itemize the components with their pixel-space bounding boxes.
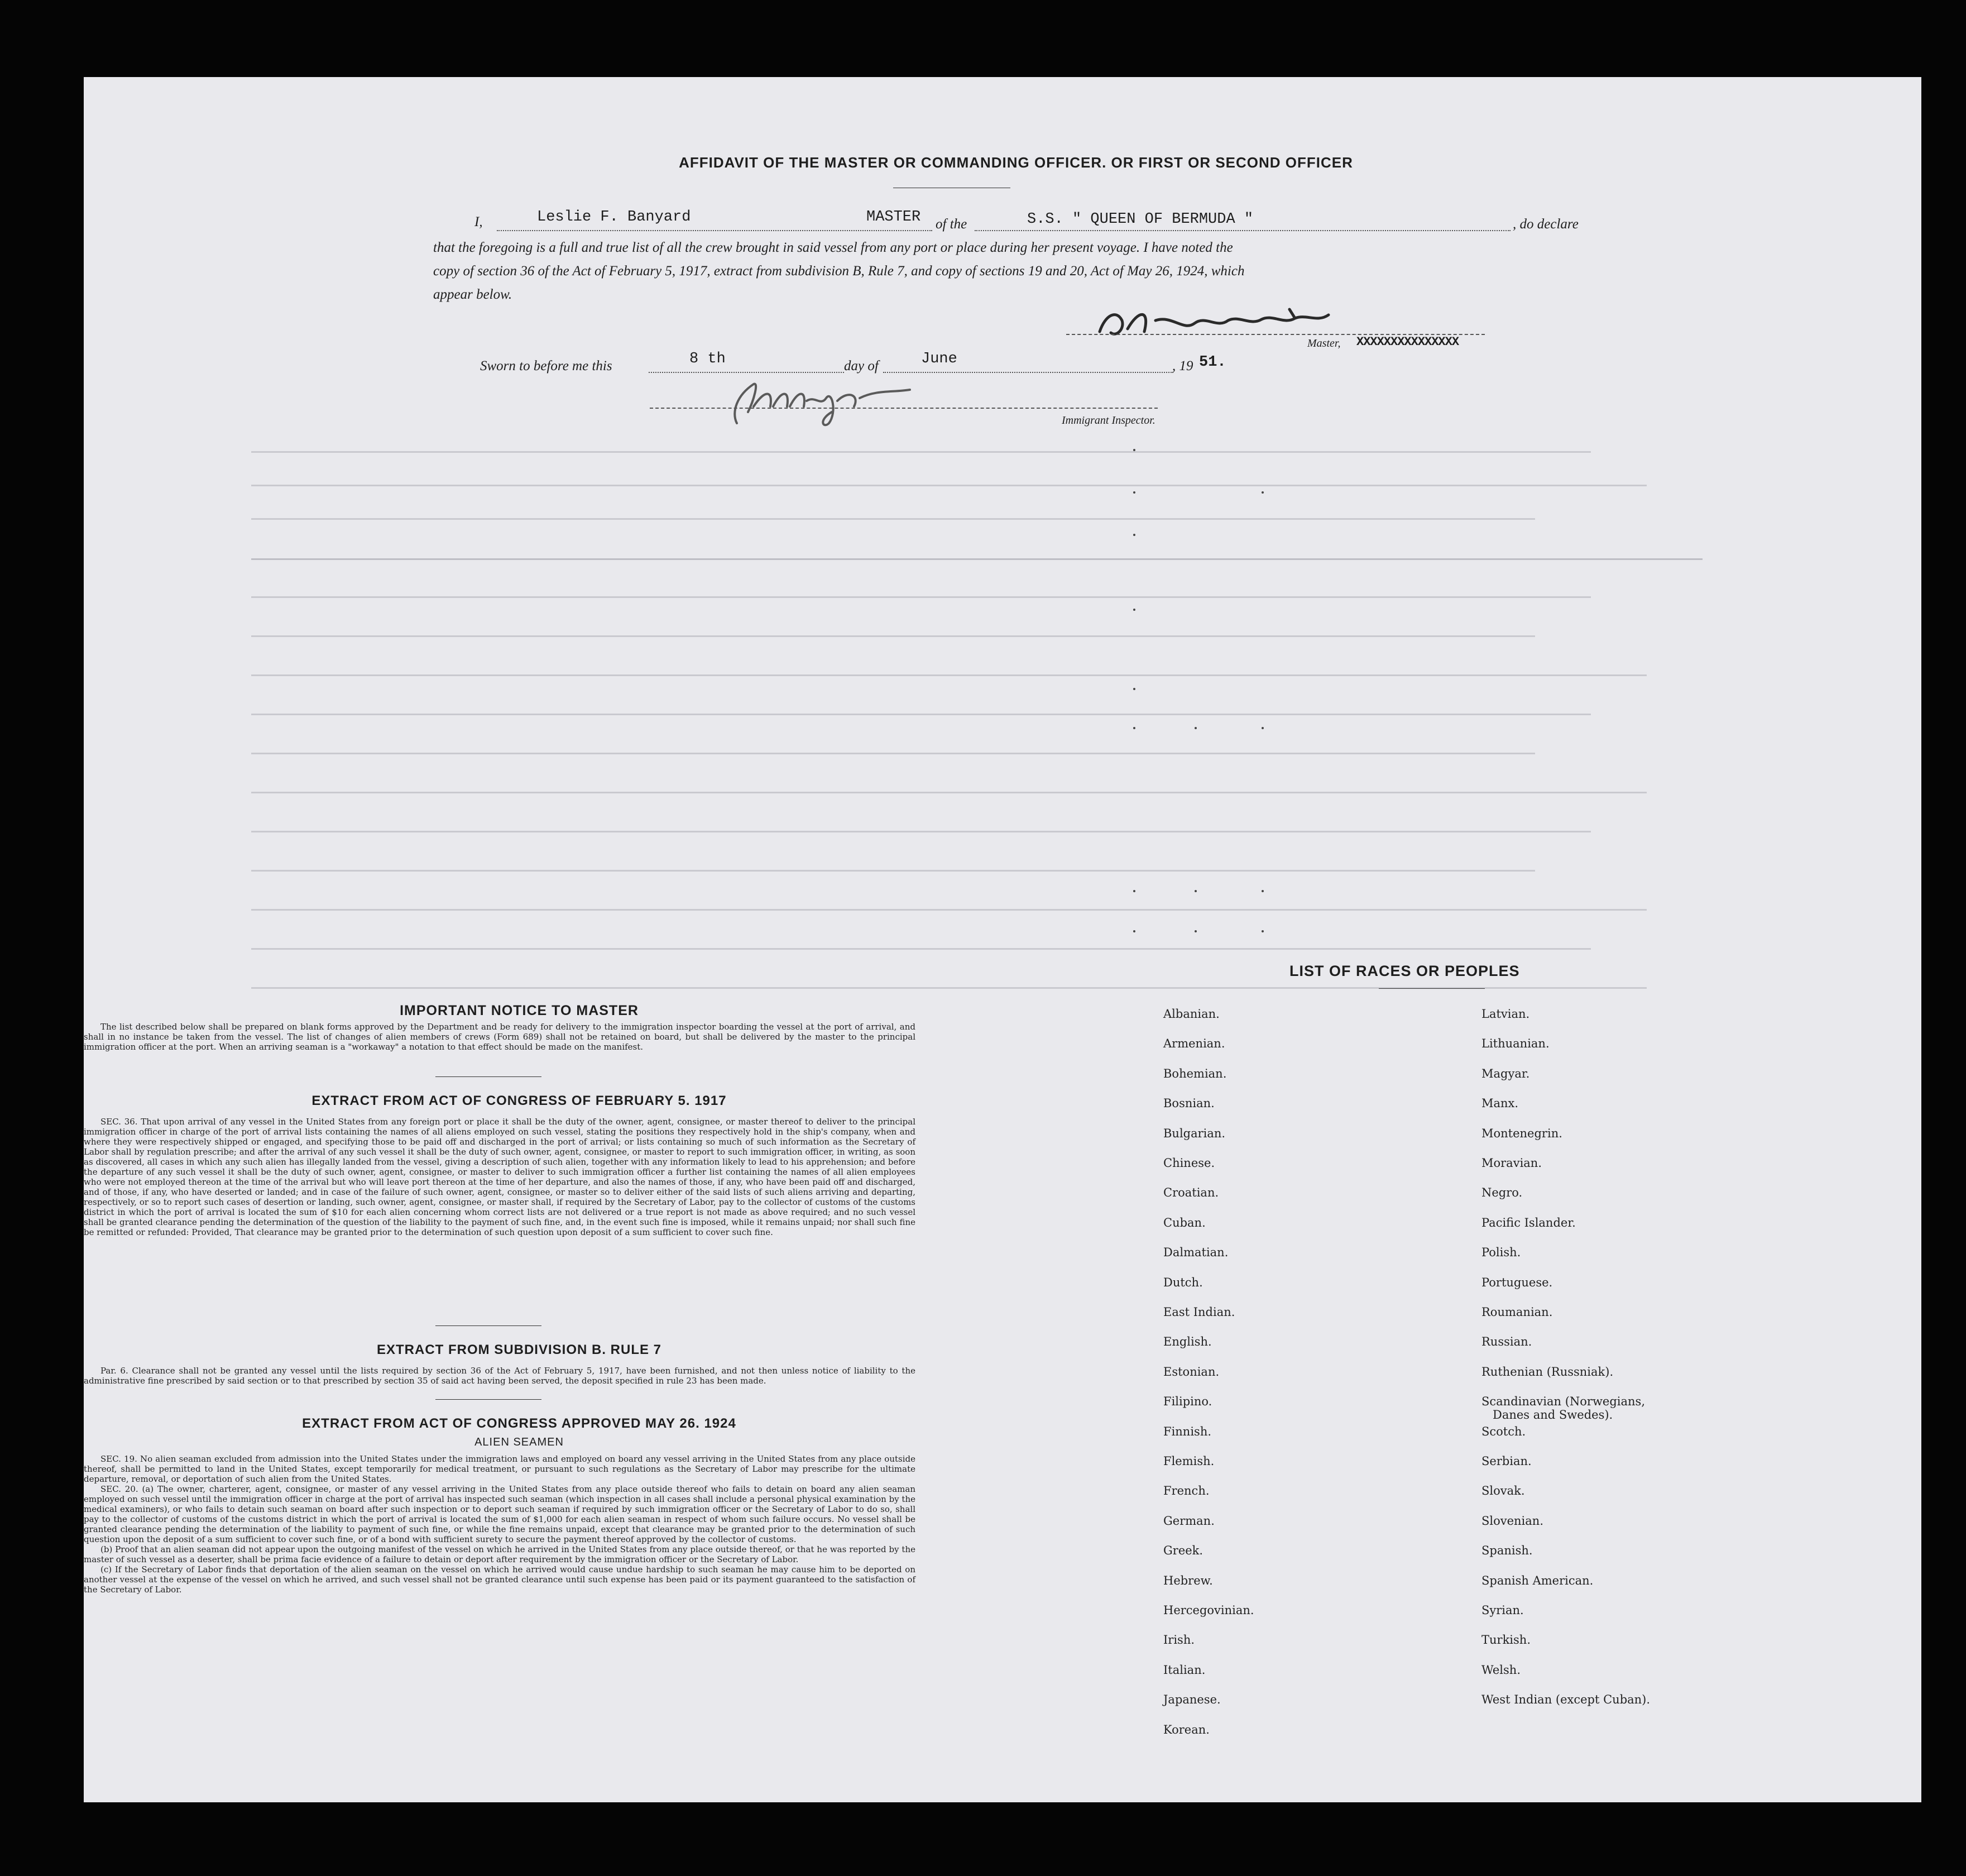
race-item: Cuban. — [1163, 1215, 1206, 1229]
race-item: Bosnian. — [1163, 1097, 1215, 1111]
extract-1917-heading: EXTRACT FROM ACT OF CONGRESS OF FEBRUARY 5. 1917 — [311, 1093, 727, 1108]
sworn-month: June — [921, 351, 957, 367]
notice-heading: IMPORTANT NOTICE TO MASTER — [400, 1003, 639, 1018]
document-page — [84, 77, 1921, 1802]
do-declare-label: , do declare — [1513, 217, 1579, 232]
race-item: Bulgarian. — [1163, 1126, 1226, 1140]
race-item: Slovenian. — [1481, 1514, 1543, 1528]
race-item: Filipino. — [1163, 1395, 1212, 1409]
race-item: Armenian. — [1163, 1037, 1225, 1051]
race-item: Portuguese. — [1481, 1275, 1553, 1289]
vessel-name: S.S. " QUEEN OF BERMUDA " — [1027, 211, 1254, 228]
race-item: Estonian. — [1163, 1365, 1220, 1379]
race-item: Ruthenian (Russniak). — [1481, 1365, 1614, 1379]
affidavit-line2: that the foregoing is a full and true list of all the crew brought in said vessel from any port or place during her present voyage. I have noted the — [433, 240, 1233, 255]
race-item: Syrian. — [1481, 1604, 1524, 1617]
race-item: English. — [1163, 1335, 1212, 1349]
of-the-label: of the — [936, 217, 967, 232]
sworn-prefix: Sworn to before me this — [480, 358, 612, 374]
race-item: Italian. — [1163, 1663, 1206, 1677]
sworn-year: 51. — [1199, 354, 1226, 371]
race-item: Finnish. — [1163, 1424, 1212, 1438]
affidavit-title: AFFIDAVIT OF THE MASTER OR COMMANDING OFFICER. OR FIRST OR SECOND OFFICER — [679, 154, 1353, 171]
race-item: Irish. — [1163, 1633, 1195, 1647]
race-item: Welsh. — [1481, 1663, 1521, 1677]
race-item: East Indian. — [1163, 1305, 1235, 1319]
race-item: Magyar. — [1481, 1066, 1530, 1080]
rule7-heading: EXTRACT FROM SUBDIVISION B. RULE 7 — [376, 1342, 662, 1357]
master-name: Leslie F. Banyard — [537, 209, 691, 226]
race-item: Moravian. — [1481, 1156, 1542, 1170]
race-item: Montenegrin. — [1481, 1126, 1562, 1140]
affidavit-line4: appear below. — [433, 287, 512, 302]
race-item: Scandinavian (Norwegians, — [1481, 1395, 1646, 1409]
race-item: Manx. — [1481, 1097, 1519, 1111]
race-item: Serbian. — [1481, 1454, 1532, 1468]
race-item: Spanish. — [1481, 1544, 1533, 1558]
extract-1924-heading: EXTRACT FROM ACT OF CONGRESS APPROVED MAY 26. 1924 — [302, 1416, 736, 1431]
extract-1917-text: SEC. 36. That upon arrival of any vessel in the United States from any foreign port or place it shall be the duty of the owner, agent, consignee, or master thereof to deliver to the principal immigration officer in charge of the port of arrival lists containing the names of all aliens employed on such vessel, stating the positions they respectively hold in the ship's company, when and where they were respectively shipped or engaged, and specifying those to be paid off and discharged in the port of arrival; or lists containing so much of such information as the Secretary of Labor shall by regulation prescribe; and after the arrival of any such vessel it shall be the duty of such owner, agent, consignee, or master to report to such immigration officer, in writing, as soon as discovered, all cases in which any such alien has illegally landed from the vessel, giving a description of such alien, together with any information likely to lead to his apprehension; and before the departure of any such vessel it shall be the duty of such owner, agent, consignee, or master to deliver to such immigration officer a further list containing the names of all alien employees who were not employed thereon at the time of the arrival but who will leave port thereon at the time of her departure, and also the names of those, if any, who have been paid off and discharged, and of those, if any, who have deserted or landed; and in case of the failure of such owner, agent, consignee, or master so to deliver either of the said lists of such aliens arriving and departing, respectively, or so to report such cases of desertion or landing, such owner, agent, consignee, or master shall, if required by the Secretary of Labor, pay to the collector of customs of the customs district in which the port of arrival is located the sum of $10 for each alien concerning whom correct lists are not delivered or a true report is not made as above required; and no such vessel shall be granted clearance pending the determination of the question of the liability to the payment of such fine, and, in the event such fine is imposed, while it remains unpaid; nor shall such fine be remitted or refunded: Provided, That clearance may be granted prior to the determination of such question upon deposit of a sum sufficient to cover such fine. — [84, 1117, 915, 1237]
master-label: Master, — [1307, 337, 1341, 350]
sworn-day: 8 th — [689, 351, 726, 367]
affidavit-line3: copy of section 36 of the Act of February 5, 1917, extract from subdivision B, Rule 7, and copy of sections 19 and 20, Act of May 26, 1924, which — [433, 264, 1245, 279]
race-item: Flemish. — [1163, 1454, 1215, 1468]
race-item: Albanian. — [1163, 1007, 1220, 1021]
race-item: Slovak. — [1481, 1484, 1525, 1498]
race-item: French. — [1163, 1484, 1210, 1498]
master-rank: MASTER — [866, 209, 921, 226]
race-item: Croatian. — [1163, 1186, 1219, 1200]
affidavit-i-label: I, — [474, 214, 483, 229]
race-item: Turkish. — [1481, 1633, 1531, 1647]
race-item: Lithuanian. — [1481, 1037, 1550, 1051]
race-item: Bohemian. — [1163, 1066, 1227, 1080]
race-item: Dalmatian. — [1163, 1246, 1229, 1260]
race-item: Japanese. — [1163, 1693, 1221, 1707]
race-item: Chinese. — [1163, 1156, 1215, 1170]
alien-seamen-subheading: ALIEN SEAMEN — [474, 1436, 564, 1448]
notice-text: The list described below shall be prepared on blank forms approved by the Department and be ready for delivery to the immigration inspector boarding the vessel at the port of arrival, and shall in no instance be taken from the vessel. The list of changes of alien members of crews (Form 689) shall not be retained on board, but shall be delivered by the master to the principal immigration officer at the port. When an arriving seaman is a "workaway" a notation to that effect should be made on the manifest. — [84, 1022, 915, 1052]
year-prefix: , 19 — [1172, 358, 1193, 374]
extract-1924-text: SEC. 19. No alien seaman excluded from admission into the United States under the immigration laws and employed on board any vessel arriving in the United States from any place outside thereof, shall be permitted to land in the United States, except temporarily for medical treatment, or pursuant to such regulations as the Secretary of Labor may prescribe for the ultimate departure, removal, or deportation of such alien from the United States. SEC. 20. (a) The owner, charterer, agent, consignee, or master of any vessel arriving in the United States from any place outside thereof who fails to detain on board any alien seaman employed on such vessel until the immigration officer in charge at the port of arrival has inspected such seaman (which inspection in all cases shall include a personal physical examination by the medical examiners), or who fails to detain such seaman on board after such inspection or to deport such seaman if required by such immigration officer or the Secretary of Labor to do so, shall pay to the collector of customs of the customs district in which the port of arrival is located the sum of $1,000 for each alien seaman in respect of whom such failure occurs. No vessel shall be granted clearance pending the determination of the liability to payment of such fine, or while the fine remains unpaid, except that clearance may be granted prior to the determination of such question upon the deposit of a sum sufficient to cover such fine, or of a bond with sufficient surety to secure the payment thereof approved by the collector of customs. (b) Proof that an alien seaman did not appear upon the outgoing manifest of the vessel on which he arrived in the United States from any place outside thereof, or that he was reported by the master of such vessel as a deserter, shall be prima facie evidence of a failure to detain or deport after requirement by the immigration officer or the Secretary of Labor. (c) If the Secretary of Labor finds that deportation of the alien seaman on the vessel on which he arrived would cause undue hardship to such seaman he may cause him to be deported on another vessel at the expense of the vessel on which he arrived, and such vessel shall not be granted clearance until such expense has been paid or its payment guaranteed to the satisfaction of the Secretary of Labor. — [84, 1454, 915, 1595]
race-item: Polish. — [1481, 1246, 1521, 1260]
races-heading: LIST OF RACES OR PEOPLES — [1289, 963, 1520, 979]
inspector-label: Immigrant Inspector. — [1062, 414, 1155, 427]
race-item: Hercegovinian. — [1163, 1604, 1254, 1617]
race-item: Latvian. — [1481, 1007, 1530, 1021]
race-item: Dutch. — [1163, 1275, 1203, 1289]
race-item: Russian. — [1481, 1335, 1532, 1349]
race-item: Scotch. — [1481, 1424, 1526, 1438]
race-item: German. — [1163, 1514, 1215, 1528]
race-item: Danes and Swedes). — [1493, 1408, 1613, 1422]
race-item: Spanish American. — [1481, 1573, 1594, 1587]
race-item: Roumanian. — [1481, 1305, 1553, 1319]
race-item: Greek. — [1163, 1544, 1203, 1558]
race-item: Pacific Islander. — [1481, 1215, 1576, 1229]
race-item: Hebrew. — [1163, 1573, 1213, 1587]
rule7-text: Par. 6. Clearance shall not be granted any vessel until the lists required by section 36 of the Act of February 5, 1917, have been furnished, and not then unless notice of liability to the administrative fine prescribed by said section or to that prescribed by section 35 of said act having been served, the deposit specified in rule 23 has been made. — [84, 1366, 915, 1386]
race-item: Korean. — [1163, 1722, 1210, 1736]
race-item: West Indian (except Cuban). — [1481, 1693, 1651, 1707]
inspector-signature — [720, 367, 932, 434]
struck-officer-title: XXXXXXXXXXXXXXX — [1356, 335, 1459, 349]
day-of-label: day of — [844, 358, 879, 374]
race-item: Negro. — [1481, 1186, 1523, 1200]
